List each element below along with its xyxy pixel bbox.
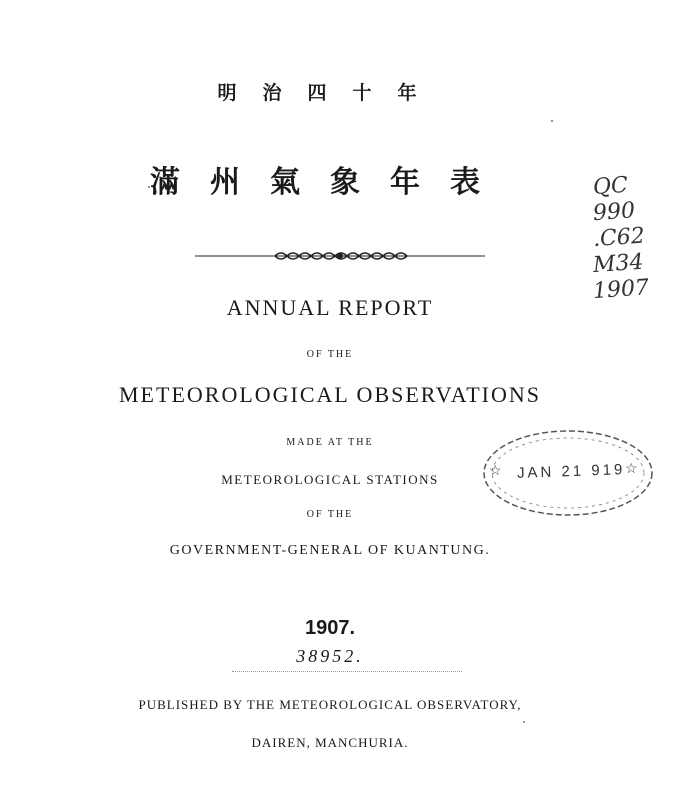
japanese-title: 滿州氣象年表 [150,165,510,200]
publisher-line: PUBLISHED BY THE METEOROLOGICAL OBSERVATORY, [138,697,522,712]
star-icon: ☆ [625,461,638,477]
made-at-the-text: MADE AT THE [286,437,374,448]
ornament-divider [195,248,485,264]
dotted-rule [232,671,462,672]
stamp-date: JAN 21 919 [516,461,626,482]
meteorological-stations-text: METEOROLOGICAL STATIONS [221,472,439,487]
call-number-line: M34 [592,249,645,279]
library-call-number [592,172,683,305]
call-number-line: .C62 [592,223,646,253]
government-general-text: GOVERNMENT-GENERAL OF KUANTUNG. [169,543,491,558]
paper-speck [523,721,525,723]
of-the-text: OF THE [306,349,354,360]
place-line: DAIREN, MANCHURIA. [251,735,409,750]
paper-speck [551,120,553,122]
annual-report-heading: ANNUAL REPORT [226,295,434,320]
meteorological-observations-heading: METEOROLOGICAL OBSERVATIONS [119,382,541,407]
era-line: 明治四十年 [217,82,443,104]
call-number-line: 990 [592,198,636,227]
call-number-line: 1907 [592,275,650,305]
of-the-text-2: OF THE [306,509,354,520]
accession-number: 38952. [296,646,364,666]
publication-year: 1907. [304,617,356,639]
paper-speck [148,186,150,188]
star-icon: ☆ [489,463,502,479]
call-number-line: QC [592,172,629,201]
